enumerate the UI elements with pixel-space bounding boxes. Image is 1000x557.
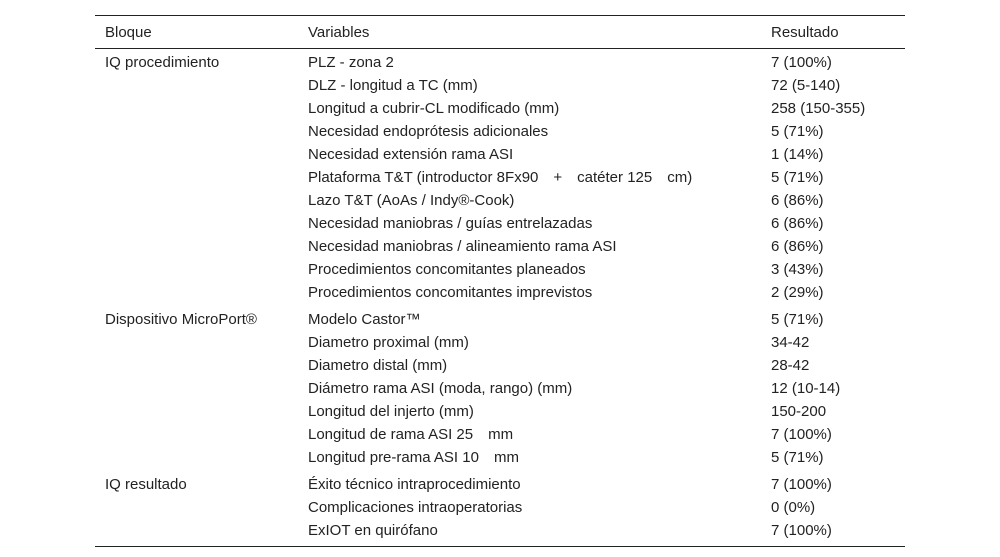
table-row [95, 281, 905, 306]
table-row [95, 258, 905, 281]
results-table-container [95, 15, 905, 547]
cell-variable: Éxito técnico intraprocedimiento [308, 476, 521, 493]
cell-result: 5 (71%) [771, 449, 824, 466]
cell-variable: Longitud de rama ASI 25 mm [308, 426, 514, 443]
table-row [95, 423, 905, 446]
cell-variable: Complicaciones intraoperatorias [308, 499, 523, 516]
cell-block [95, 281, 298, 306]
cell-block [95, 235, 298, 258]
table-row [95, 446, 905, 471]
cell-block [95, 354, 298, 377]
table-row [95, 377, 905, 400]
results-table [95, 15, 905, 547]
table-row [95, 331, 905, 354]
cell-result: 6 (86%) [771, 215, 824, 232]
cell-result: 6 (86%) [771, 238, 824, 255]
table-row [95, 471, 905, 496]
cell-result: 7 (100%) [761, 519, 905, 547]
table-row [95, 519, 905, 547]
cell-variable: Diametro proximal (mm) [308, 334, 469, 351]
cell-block [95, 74, 298, 97]
cell-result: 5 (71%) [771, 311, 824, 328]
cell-variable: Diametro distal (mm) [308, 357, 448, 374]
cell-result: 0 (0%) [771, 499, 816, 516]
cell-result: 72 (5-140) [771, 77, 841, 94]
table-row [95, 212, 905, 235]
table-row [95, 74, 905, 97]
cell-variable: Plataforma T&T (introductor 8Fx90 + catéter 125 cm) [308, 169, 693, 186]
cell-result: 7 (100%) [771, 476, 832, 493]
cell-block: Dispositivo MicroPort® [105, 311, 257, 328]
cell-block: IQ procedimiento [105, 54, 220, 71]
cell-result: 7 (100%) [771, 426, 832, 443]
header-bloque: Bloque [95, 16, 298, 49]
cell-result: 150-200 [771, 403, 827, 420]
cell-block [95, 377, 298, 400]
table-row [95, 235, 905, 258]
cell-variable: Lazo T&T (AoAs / Indy®-Cook) [308, 192, 515, 209]
cell-result: 34-42 [771, 334, 810, 351]
table-row [95, 400, 905, 423]
cell-block [95, 189, 298, 212]
cell-variable: Procedimientos concomitantes imprevistos [308, 284, 593, 301]
cell-result: 1 (14%) [771, 146, 824, 163]
cell-block [95, 423, 298, 446]
cell-block [95, 446, 298, 471]
cell-result: 6 (86%) [771, 192, 824, 209]
cell-block [95, 400, 298, 423]
cell-variable: Modelo Castor™ [308, 311, 421, 328]
cell-variable: Necesidad endoprótesis adicionales [308, 123, 549, 140]
cell-result: 258 (150-355) [771, 100, 866, 117]
cell-variable: Procedimientos concomitantes planeados [308, 261, 586, 278]
cell-result: 28-42 [771, 357, 810, 374]
cell-variable: DLZ - longitud a TC (mm) [308, 77, 478, 94]
cell-block [95, 212, 298, 235]
cell-block [95, 519, 298, 547]
cell-variable: Longitud pre-rama ASI 10 mm [308, 449, 519, 466]
table-row [95, 49, 905, 75]
cell-variable: Necesidad extensión rama ASI [308, 146, 514, 163]
cell-result: 3 (43%) [771, 261, 824, 278]
cell-block: IQ resultado [105, 476, 187, 493]
cell-variable: ExIOT en quirófano [298, 519, 761, 547]
header-resultado: Resultado [761, 16, 905, 49]
header-row [95, 16, 905, 49]
table-row [95, 189, 905, 212]
table-row [95, 354, 905, 377]
table-row [95, 120, 905, 143]
cell-result: 7 (100%) [771, 54, 832, 71]
table-row [95, 306, 905, 331]
table-row [95, 166, 905, 189]
cell-variable: Longitud del injerto (mm) [308, 403, 474, 420]
table-row [95, 97, 905, 120]
cell-variable: Longitud a cubrir-CL modificado (mm) [308, 100, 560, 117]
cell-variable: Necesidad maniobras / alineamiento rama ASI [308, 238, 617, 255]
cell-variable: PLZ - zona 2 [308, 54, 394, 71]
cell-result: 12 (10-14) [771, 380, 841, 397]
cell-result: 5 (71%) [771, 123, 824, 140]
cell-block [95, 97, 298, 120]
cell-block [95, 166, 298, 189]
table-body [95, 49, 905, 547]
cell-block [95, 496, 298, 519]
cell-variable: Diámetro rama ASI (moda, rango) (mm) [308, 380, 573, 397]
cell-result: 2 (29%) [771, 284, 824, 301]
header-variables: Variables [298, 16, 761, 49]
table-row [95, 496, 905, 519]
cell-variable: Necesidad maniobras / guías entrelazadas [308, 215, 593, 232]
cell-block [95, 143, 298, 166]
cell-block [95, 120, 298, 143]
table-row [95, 143, 905, 166]
cell-block [95, 331, 298, 354]
cell-block [95, 258, 298, 281]
cell-result: 5 (71%) [771, 169, 824, 186]
table-header [95, 16, 905, 49]
